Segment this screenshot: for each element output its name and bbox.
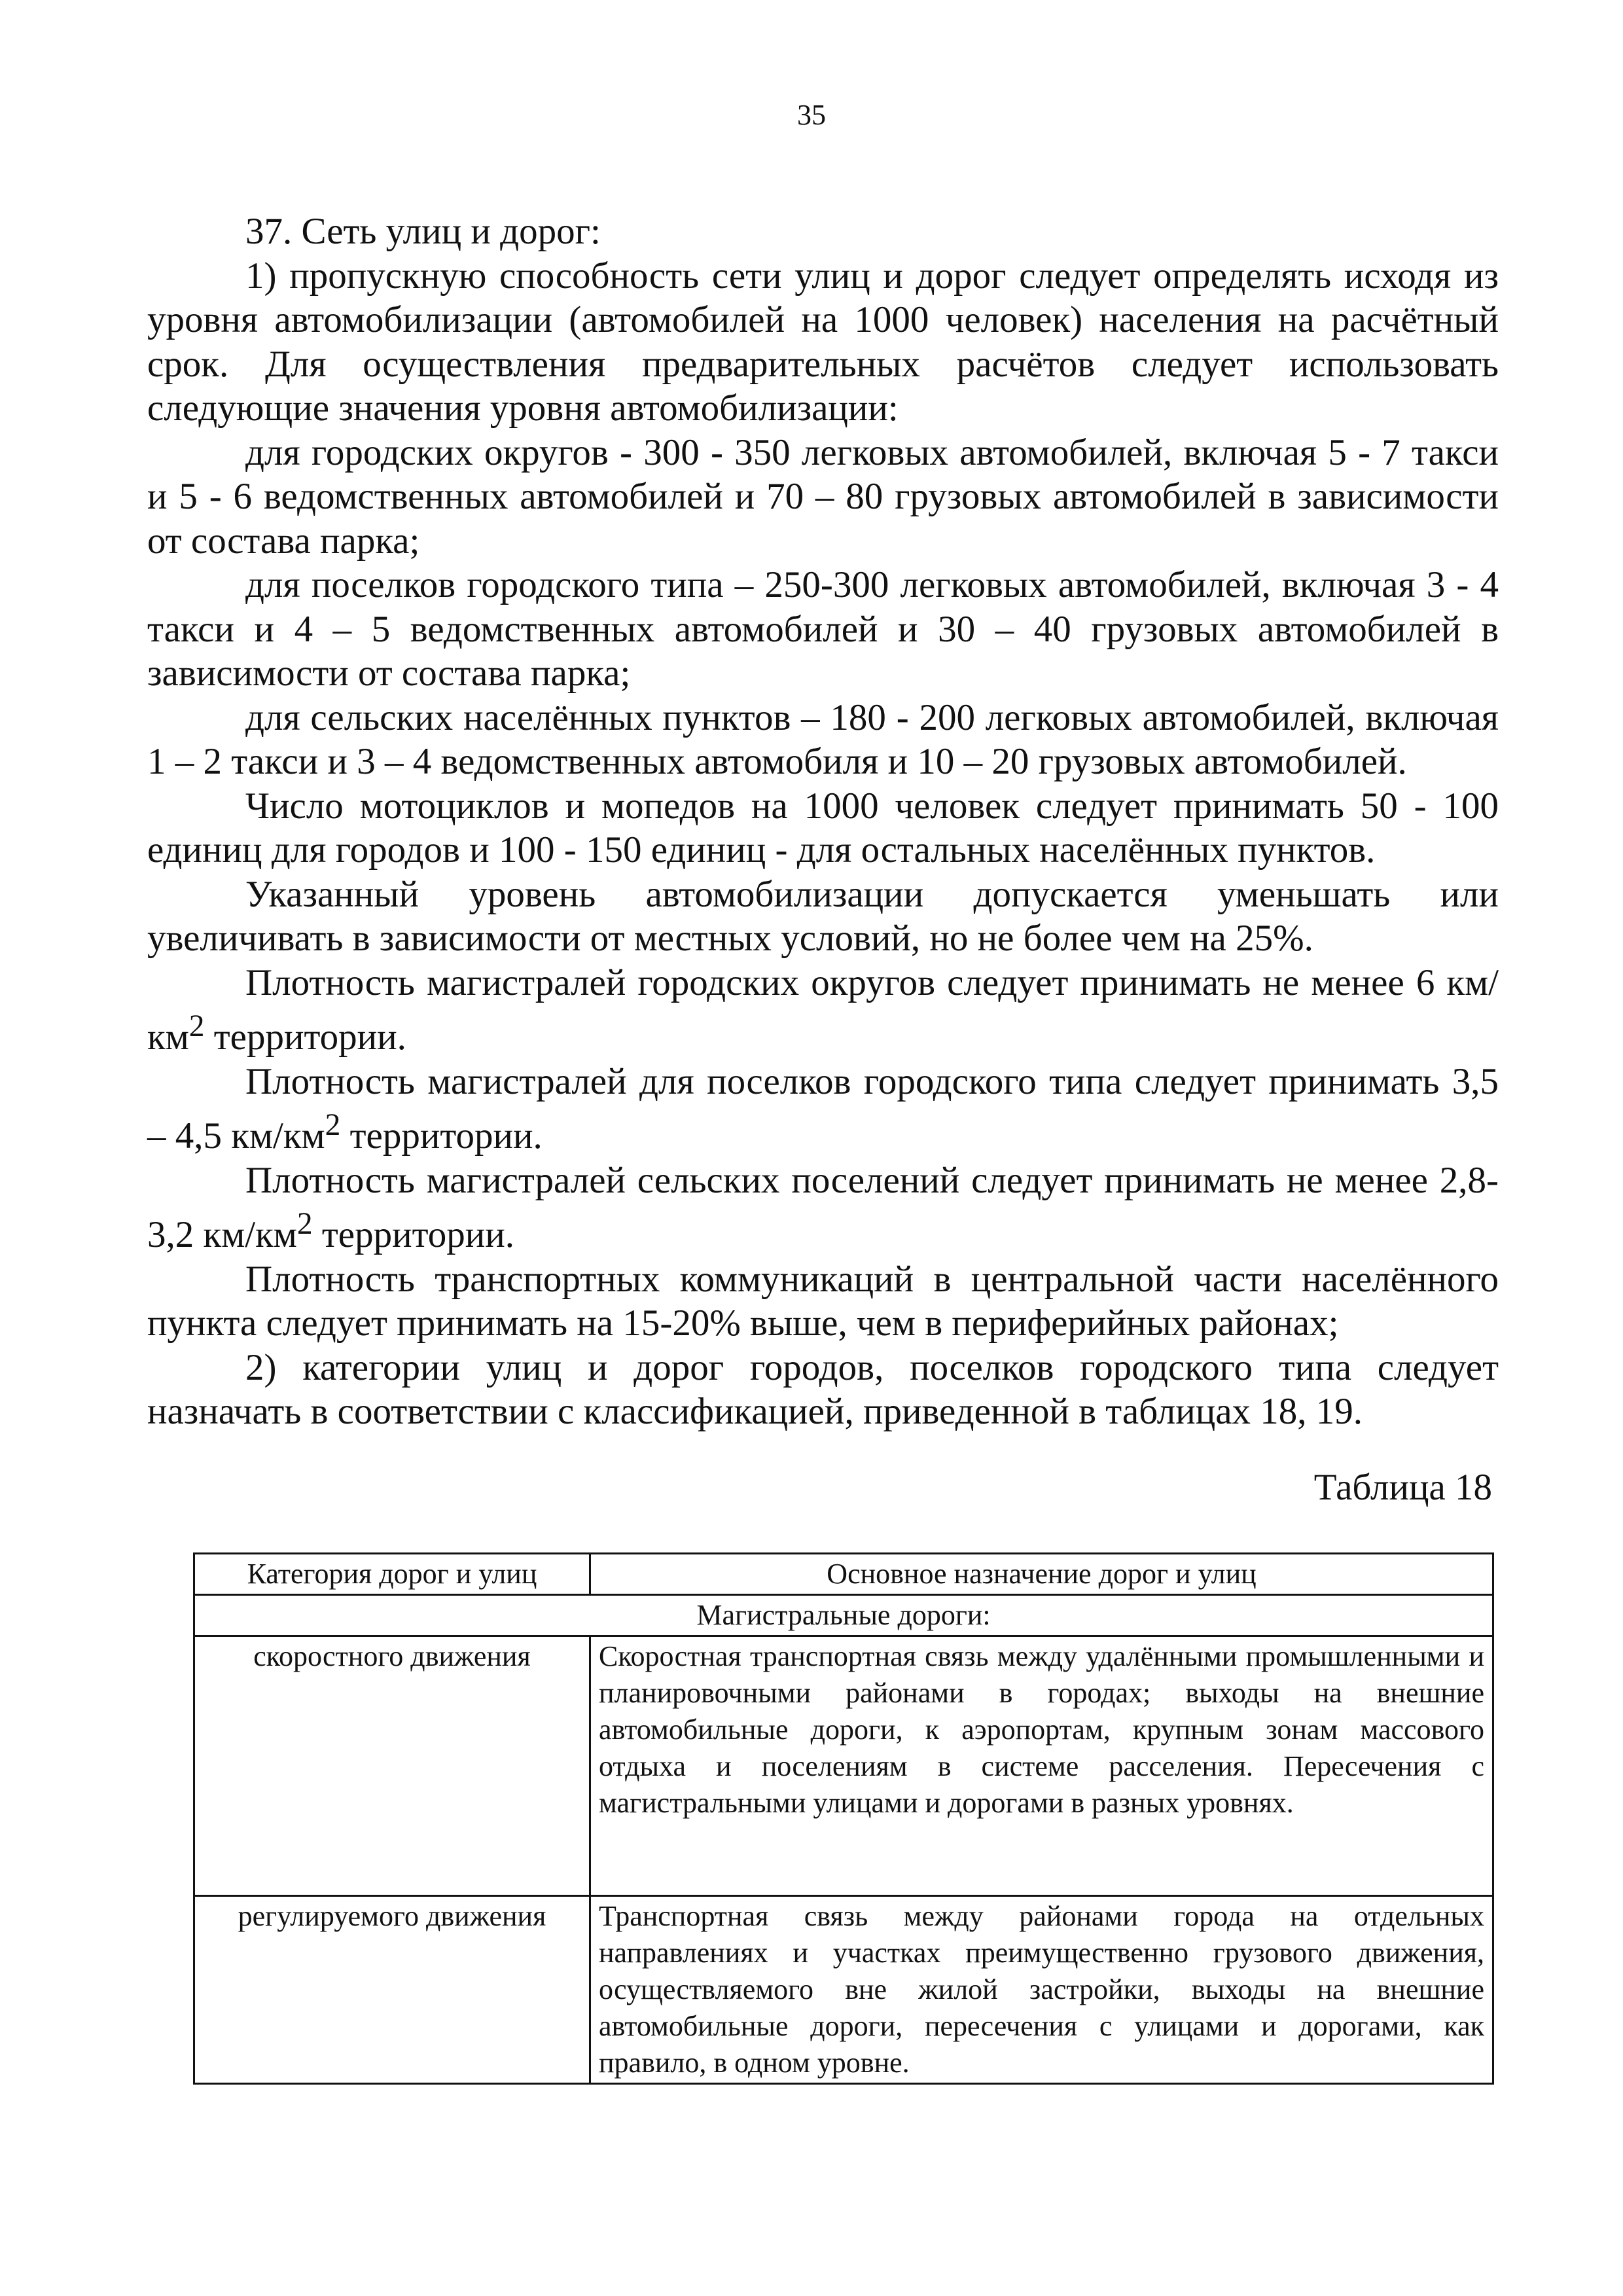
density-city-sup: 2 [188,1009,205,1043]
density-town-sup: 2 [325,1108,341,1142]
density-city-tail: территории. [204,1016,406,1058]
paragraph-motorcycles: Число мотоциклов и мопедов на 1000 человек следует принимать 50 - 100 единиц для городов и 100 - 150 единиц - для остальных населённых пунктов. [147,785,1499,870]
table-header-row [194,1554,1493,1595]
paragraph-capacity: 1) пропускную способность сети улиц и дорог следует определять исходя из уровня автомобилизации (автомобилей на 1000 человек) населения на расчётный срок. Для осуществления предварительных расчётов следует использовать следующие значения уровня автомобилизации: [147,255,1499,429]
paragraph-density-rural [147,1158,1499,1257]
group-title: Магистральные дороги: [194,1595,1493,1636]
table-row [194,1896,1493,2084]
density-rural-tail: территории. [312,1214,515,1255]
header-purpose: Основное назначение дорог и улиц [590,1554,1493,1595]
row-category: регулируемого движения [194,1896,590,2084]
density-rural-sup: 2 [296,1207,313,1241]
density-town-tail: территории. [340,1115,543,1157]
table-row [194,1636,1493,1896]
paragraph-categories: 2) категории улиц и дорог городов, поселков городского типа следует назначать в соответствии с классификацией, приведенной в таблицах 18, 19. [147,1346,1499,1432]
paragraph-density-city [147,961,1499,1060]
row-category: скоростного движения [194,1636,590,1896]
paragraph-central-density: Плотность транспортных коммуникаций в центральной части населённого пункта следует принимать на 15-20% выше, чем в периферийных районах; [147,1258,1499,1344]
section-heading: 37. Сеть улиц и дорог: [245,211,601,252]
table-18 [193,1552,1494,2085]
row-purpose: Скоростная транспортная связь между удалёнными промышленными и планировочными районами в городах; выходы на внешние автомобильные дороги, к аэропортам, крупным зонам массового отдыха и поселениям в системе расселения. Пересечения с магистральными улицами и дорогами в разных уровнях. [590,1636,1493,1896]
paragraph-density-town [147,1060,1499,1158]
header-category: Категория дорог и улиц [194,1554,590,1595]
density-town-text: Плотность магистралей для поселков городского типа следует принимать 3,5 – 4,5 км/км [147,1060,1499,1157]
paragraph-adjustment: Указанный уровень автомобилизации допускается уменьшать или увеличивать в зависимости от местных условий, но не более чем на 25%. [147,873,1499,959]
section-37-body [147,209,1499,1434]
paragraph-urban-settlements: для поселков городского типа – 250-300 легковых автомобилей, включая 3 - 4 такси и 4 – 5 ведомственных автомобилей и 30 – 40 грузовых автомобилей в зависимости от состава парка; [147,564,1499,694]
table-caption: Таблица 18 [1313,1467,1492,1508]
density-rural-text: Плотность магистралей сельских поселений следует принимать не менее 2,8-3,2 км/км [147,1159,1499,1255]
density-city-text: Плотность магистралей городских округов следует принимать не менее 6 км/км [147,961,1499,1058]
page-number: 35 [797,99,826,131]
table-group-row [194,1595,1493,1636]
paragraph-rural-settlements: для сельских населённых пунктов – 180 - 200 легковых автомобилей, включая 1 – 2 такси и 3 – 4 ведомственных автомобиля и 10 – 20 грузовых автомобилей. [147,696,1499,782]
row-purpose: Транспортная связь между районами города на отдельных направлениях и участках преимущественно грузового движения, осуществляемого вне жилой застройки, выходы на внешние автомобильные дороги, пересечения с улицами и дорогами, как правило, в одном уровне. [590,1896,1493,2084]
paragraph-urban-districts: для городских округов - 300 - 350 легковых автомобилей, включая 5 - 7 такси и 5 - 6 ведомственных автомобилей и 70 – 80 грузовых автомобилей в зависимости от состава парка; [147,431,1499,562]
